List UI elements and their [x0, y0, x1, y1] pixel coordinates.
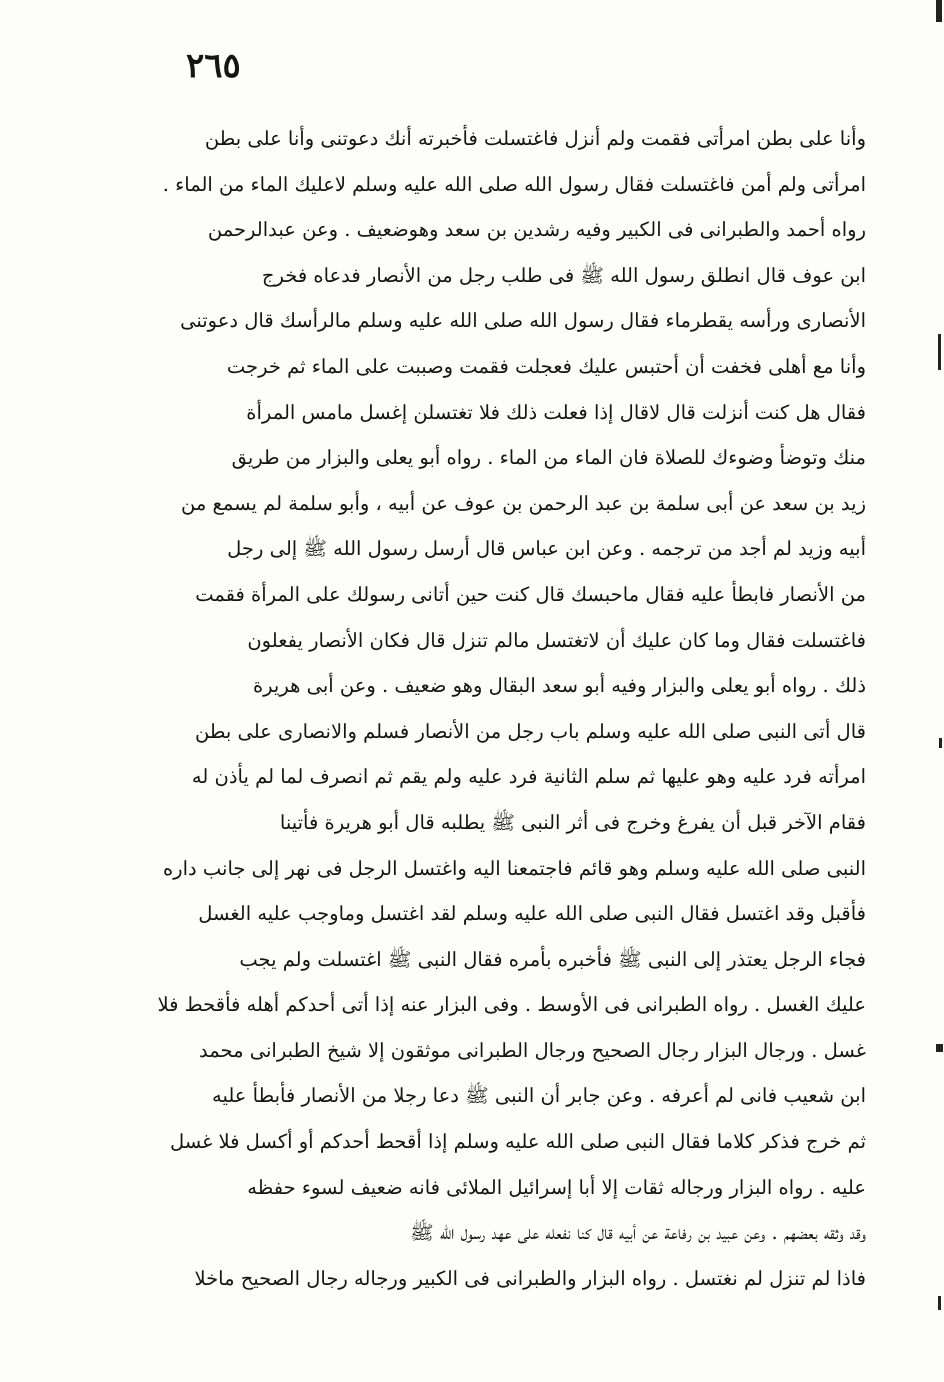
text-line: أبيه وزيد لم أجد من ترجمه . وعن ابن عباس قال أرسل رسول الله ﷺ إلى رجل [227, 537, 866, 561]
text-line: فاذا لم تنزل لم نغتسل . رواه البزار والطبرانى فى الكبير ورجاله رجال الصحيح ماخلا [194, 1266, 866, 1290]
text-line: الأنصارى ورأسه يقطرماء فقال رسول الله صلى الله عليه وسلم مالرأسك قال دعوتنى [180, 309, 866, 333]
page-number: ٢٦٥ [186, 46, 241, 86]
text-line: رواه أحمد والطبرانى فى الكبير وفيه رشدين بن سعد وهوضعيف . وعن عبدالرحمن [207, 218, 866, 242]
scan-edge-mark [939, 738, 942, 748]
text-line: زيد بن سعد عن أبى سلمة بن عبد الرحمن بن عوف عن أبيه ، وأبو سلمة لم يسمع من [180, 491, 866, 515]
text-line: ثم خرج فذكر كلاما فقال النبى صلى الله عليه وسلم إذا أقحط أحدكم أو أكسل فلا غسل [169, 1130, 866, 1154]
text-line: فأقبل وقد اغتسل فقال النبى صلى الله عليه وسلم لقد اغتسل وماوجب عليه الغسل [198, 902, 866, 926]
scan-edge-mark [938, 334, 941, 370]
text-line: امرأته فرد عليه وهو عليها ثم سلم الثانية فرد عليه ولم يقم ثم انصرف لما لم يأذن له [191, 765, 866, 789]
text-line: ذلك . رواه أبو يعلى والبزار وفيه أبو سعد البقال وهو ضعيف . وعن أبى هريرة [252, 674, 866, 698]
text-line: فقال هل كنت أنزلت قال لاقال إذا فعلت ذلك فلا تغتسلن إغسل مامس المرأة [246, 400, 866, 424]
text-line: منك وتوضأ وضوءك للصلاة فان الماء من الماء . رواه أبو يعلى والبزار من طريق [231, 446, 866, 470]
scan-edge-mark [938, 1296, 941, 1310]
text-line: ابن شعيب فانى لم أعرفه . وعن جابر أن النبى ﷺ دعا رجلا من الأنصار فأبطأ عليه [212, 1084, 866, 1108]
text-line: فقام الآخر قبل أن يفرغ وخرج فى أثر النبى ﷺ يطلبه قال أبو هريرة فأتينا [279, 810, 866, 834]
text-line: قال أتى النبى صلى الله عليه وسلم باب رجل من الأنصار فسلم والانصارى على بطن [194, 719, 866, 743]
text-line: امرأتى ولم أمن فاغتسلت فقال رسول الله صلى الله عليه وسلم لاعليك الماء من الماء . [162, 172, 866, 196]
text-line: من الأنصار فابطأ عليه فقال ماحبسك قال كنت حين أتانى رسولك على المرأة فقمت [195, 582, 866, 606]
scan-edge-mark [936, 1044, 943, 1052]
text-line: وأنا مع أهلى فخفت أن أحتبس عليك فعجلت فقمت وصببت على الماء ثم خرجت [226, 354, 866, 378]
text-line: غسل . ورجال البزار رجال الصحيح ورجال الطبرانى موثقون إلا شيخ الطبرانى محمد [199, 1038, 866, 1062]
text-line: وقد وثقه بعضهم . وعن عبيد بن رفاعة عن أبيه قال كنا نفعله على عهد رسول الله ﷺ [410, 1221, 866, 1245]
text-line: ابن عوف قال انطلق رسول الله ﷺ فى طلب رجل من الأنصار فدعاه فخرج [261, 263, 866, 287]
page-body-text [118, 116, 866, 1301]
text-line: النبى صلى الله عليه وسلم وهو قائم فاجتمعنا اليه واغتسل الرجل فى نهر إلى جانب داره [162, 856, 866, 880]
text-line: فجاء الرجل يعتذر إلى النبى ﷺ فأخبره بأمره فقال النبى ﷺ اغتسلت ولم يجب [239, 947, 866, 971]
scan-edge-mark [936, 0, 942, 22]
text-line: فاغتسلت فقال وما كان عليك أن لاتغتسل مالم تنزل قال فكان الأنصار يفعلون [247, 628, 866, 652]
text-line: وأنا على بطن امرأتى فقمت ولم أنزل فاغتسلت فأخبرته أنك دعوتنى وأنا على بطن [204, 127, 866, 150]
text-line: عليه . رواه البزار ورجاله ثقات إلا أبا إسرائيل الملائى فانه ضعيف لسوء حفظه [247, 1175, 866, 1199]
text-line: عليك الغسل . رواه الطبرانى فى الأوسط . وفى البزار عنه إذا أتى أحدكم أهله فأقحط فلا [157, 993, 866, 1017]
